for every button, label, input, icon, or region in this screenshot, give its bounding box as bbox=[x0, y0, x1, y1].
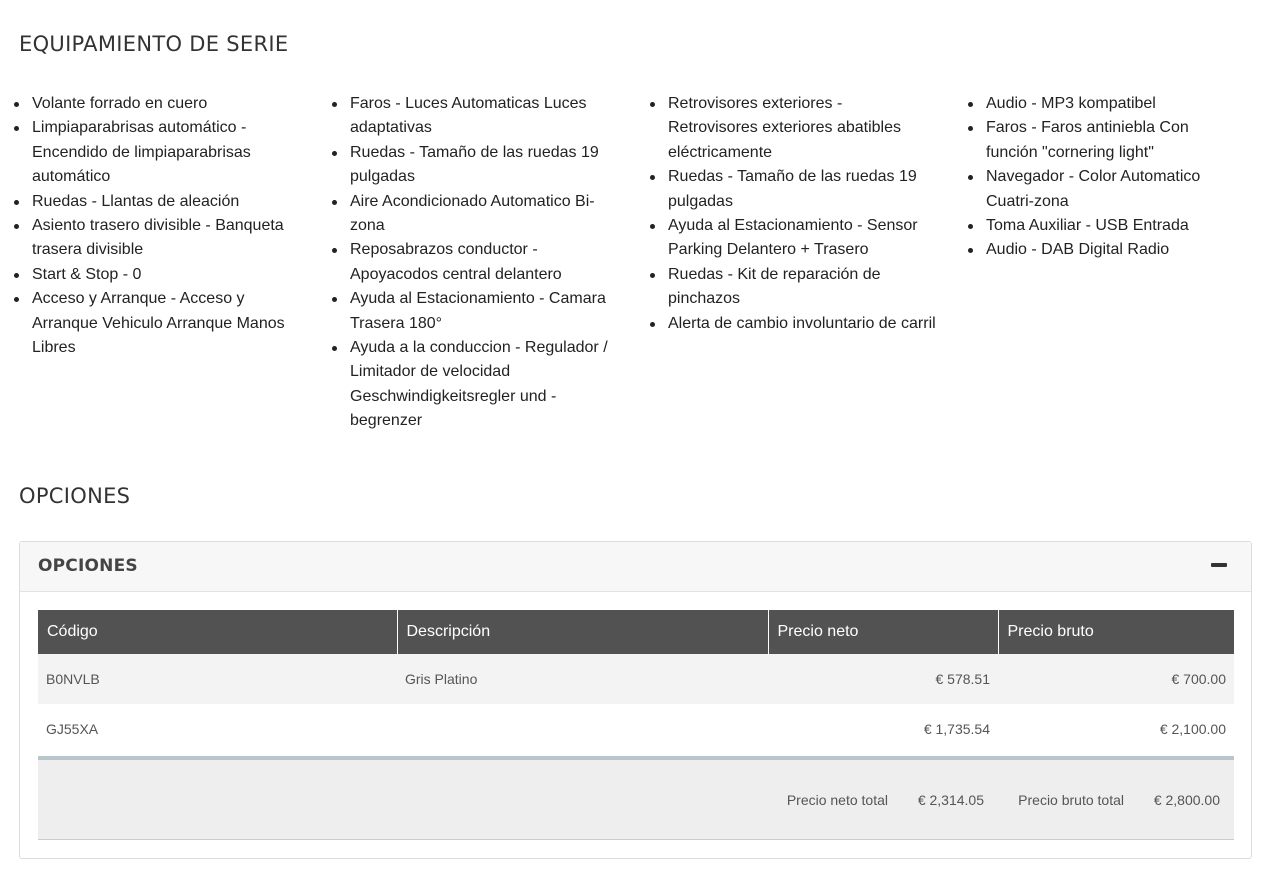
equipamiento-column-4 bbox=[954, 92, 1244, 263]
opciones-table bbox=[38, 610, 1234, 754]
list-item: Audio - DAB Digital Radio bbox=[968, 238, 1244, 262]
list-item: Navegador - Color Automatico Cuatri-zona bbox=[968, 165, 1244, 214]
cell-precio-neto: € 1,735.54 bbox=[768, 704, 998, 754]
opciones-title: OPCIONES bbox=[19, 484, 131, 508]
list-item: Ayuda al Estacionamiento - Camara Trasera 180° bbox=[332, 287, 608, 336]
table-row bbox=[38, 704, 1234, 754]
header-codigo[interactable]: Código bbox=[38, 610, 397, 654]
list-item: Asiento trasero divisible - Banqueta trasera divisible bbox=[14, 214, 286, 263]
equipamiento-column-1 bbox=[0, 92, 286, 360]
list-item: Ayuda al Estacionamiento - Sensor Parking Delantero + Trasero bbox=[650, 214, 936, 263]
table-row bbox=[38, 654, 1234, 704]
list-item: Limpiaparabrisas automático - Encendido de limpiaparabrisas automático bbox=[14, 116, 286, 189]
cell-precio-bruto: € 2,100.00 bbox=[998, 704, 1234, 754]
total-bruto-label: Precio bruto total bbox=[1018, 792, 1124, 808]
list-item: Aire Acondicionado Automatico Bi-zona bbox=[332, 190, 608, 239]
list-item: Faros - Luces Automaticas Luces adaptativas bbox=[332, 92, 608, 141]
opciones-panel-header[interactable] bbox=[20, 542, 1251, 592]
header-precio-bruto[interactable]: Precio bruto bbox=[998, 610, 1234, 654]
list-item: Volante forrado en cuero bbox=[14, 92, 286, 116]
list-item: Ruedas - Tamaño de las ruedas 19 pulgadas bbox=[332, 141, 608, 190]
total-bruto-value: € 2,800.00 bbox=[1153, 792, 1220, 808]
opciones-panel bbox=[19, 541, 1252, 859]
equipamiento-list-3 bbox=[636, 92, 936, 336]
list-item: Toma Auxiliar - USB Entrada bbox=[968, 214, 1244, 238]
cell-codigo: B0NVLB bbox=[38, 654, 397, 704]
equipamiento-list-1 bbox=[0, 92, 286, 360]
header-descripcion[interactable]: Descripción bbox=[397, 610, 768, 654]
list-item: Alerta de cambio involuntario de carril bbox=[650, 312, 936, 336]
equipamiento-column-2 bbox=[318, 92, 608, 434]
list-item: Audio - MP3 kompatibel bbox=[968, 92, 1244, 116]
totals-bar bbox=[38, 756, 1234, 840]
equipamiento-list-4 bbox=[954, 92, 1244, 263]
header-precio-neto[interactable]: Precio neto bbox=[768, 610, 998, 654]
cell-descripcion bbox=[397, 704, 768, 754]
cell-descripcion: Gris Platino bbox=[397, 654, 768, 704]
total-neto-value: € 2,314.05 bbox=[917, 792, 984, 808]
list-item: Ayuda a la conduccion - Regulador / Limitador de velocidad Geschwindigkeitsregler und -begrenzer bbox=[332, 336, 608, 434]
total-neto-label: Precio neto total bbox=[786, 792, 888, 808]
opciones-panel-title: OPCIONES bbox=[38, 556, 138, 576]
equipamiento-title: EQUIPAMIENTO DE SERIE bbox=[19, 32, 289, 56]
equipamiento-list-2 bbox=[318, 92, 608, 434]
cell-precio-bruto: € 700.00 bbox=[998, 654, 1234, 704]
list-item: Retrovisores exteriores - Retrovisores exteriores abatibles eléctricamente bbox=[650, 92, 936, 165]
list-item: Faros - Faros antiniebla Con función "cornering light" bbox=[968, 116, 1244, 165]
minus-icon[interactable] bbox=[1211, 563, 1227, 567]
equipamiento-column-3 bbox=[636, 92, 936, 336]
list-item: Ruedas - Llantas de aleación bbox=[14, 190, 286, 214]
list-item: Ruedas - Kit de reparación de pinchazos bbox=[650, 263, 936, 312]
cell-codigo: GJ55XA bbox=[38, 704, 397, 754]
table-header-row bbox=[38, 610, 1234, 654]
list-item: Ruedas - Tamaño de las ruedas 19 pulgadas bbox=[650, 165, 936, 214]
list-item: Acceso y Arranque - Acceso y Arranque Vehiculo Arranque Manos Libres bbox=[14, 287, 286, 360]
list-item: Reposabrazos conductor - Apoyacodos central delantero bbox=[332, 238, 608, 287]
list-item: Start & Stop - 0 bbox=[14, 263, 286, 287]
cell-precio-neto: € 578.51 bbox=[768, 654, 998, 704]
